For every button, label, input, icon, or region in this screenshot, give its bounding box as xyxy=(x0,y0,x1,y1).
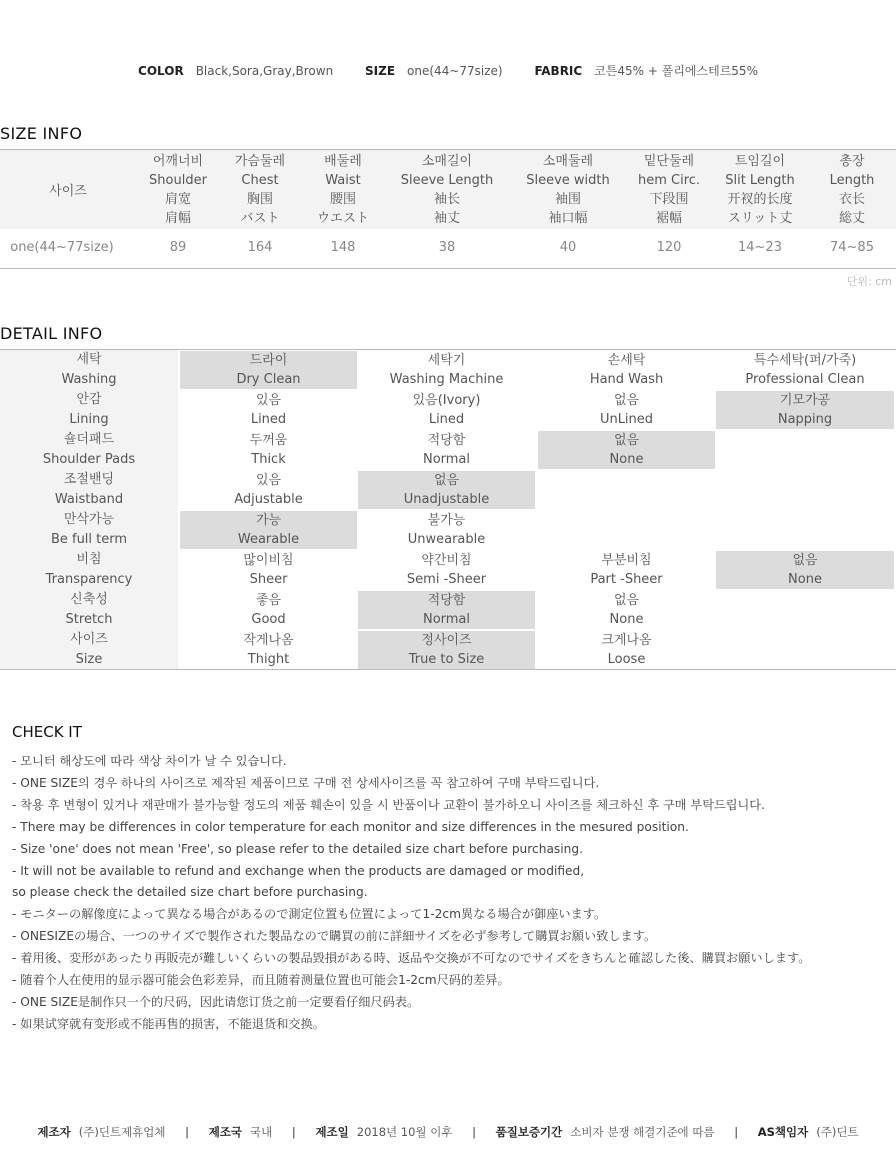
detail-row-label xyxy=(0,630,178,670)
size-column-label-kr: 소매길이 xyxy=(421,154,473,169)
detail-option xyxy=(358,431,535,469)
size-row-header: 사이즈 xyxy=(49,184,87,199)
warranty-value: 소비자 분쟁 해결기준에 따름 xyxy=(570,1125,715,1139)
footer-separator: | xyxy=(291,1125,296,1139)
size-column-label-kr: 가슴둘레 xyxy=(234,154,286,169)
detail-option xyxy=(180,551,357,589)
detail-row-label-kr: 세탁 xyxy=(76,352,102,367)
detail-row-label xyxy=(0,350,178,390)
detail-row-label-en: Size xyxy=(75,652,103,667)
detail-option-en: Thick xyxy=(251,452,286,467)
check-it-line: - ONE SIZE是制作只一个的尺码，因此请您订货之前一定要看仔细尺码表。 xyxy=(12,994,420,1009)
detail-option-kr: 없음 xyxy=(613,433,640,448)
detail-option xyxy=(180,591,357,629)
detail-option-kr: 작게나옴 xyxy=(243,633,294,648)
size-value-cell: 40 xyxy=(559,240,577,255)
check-it-line: - ONE SIZE의 경우 하나의 사이즈로 제작된 제품이므로 구매 전 상세사이즈를 꼭 참고하여 구매 부탁드립니다. xyxy=(12,775,600,790)
detail-option xyxy=(358,511,535,549)
detail-option-en: Lined xyxy=(250,412,287,427)
detail-option-en: Washing Machine xyxy=(389,372,504,387)
size-column-header xyxy=(710,152,810,228)
check-it-line: - ONESIZEの場合、一つのサイズで製作された製品なので購買の前に詳細サイズを必ず参考して購買お願い致します。 xyxy=(12,929,657,944)
detail-row-label-en: Shoulder Pads xyxy=(42,452,136,467)
detail-option-kr: 적당함 xyxy=(427,433,466,448)
detail-option-kr: 두꺼움 xyxy=(249,433,288,448)
size-column-label-jp: 総丈 xyxy=(838,211,865,226)
detail-option-kr: 약간비침 xyxy=(421,553,472,568)
detail-option xyxy=(538,631,715,669)
check-it-line: - 随着个人在使用的显示器可能会色彩差异，而且随着测量位置也可能会1-2cm尺码的差异。 xyxy=(12,973,510,988)
as-value: (주)딘트 xyxy=(816,1125,859,1139)
size-column-header xyxy=(624,152,714,228)
size-column-label-kr: 소매둘레 xyxy=(542,154,594,169)
detail-row-label-en: Washing xyxy=(61,372,117,387)
size-column-label-en: Chest xyxy=(241,173,279,188)
detail-option-en: Hand Wash xyxy=(589,372,664,387)
date-value: 2018년 10월 이후 xyxy=(356,1125,453,1139)
fabric-label: FABRIC xyxy=(534,64,583,78)
detail-option-en: Sheer xyxy=(249,572,288,587)
color-label: COLOR xyxy=(138,64,184,78)
check-it-line: so please check the detailed size chart before purchasing. xyxy=(12,885,368,900)
detail-option-selected xyxy=(538,431,715,469)
size-value-cell: 120 xyxy=(656,240,682,255)
size-column-label-kr: 밑단둘레 xyxy=(643,154,695,169)
size-column-label-cn: 袖长 xyxy=(433,192,460,207)
size-column-label-en: Shoulder xyxy=(149,173,207,188)
detail-row-label-kr: 만삭가능 xyxy=(63,512,115,527)
size-value-cell: 89 xyxy=(169,240,187,255)
size-column-label-en: hem Circ. xyxy=(637,173,701,188)
check-it-line: - It will not be available to refund and exchange when the products are damaged or modified, xyxy=(12,863,585,878)
detail-option xyxy=(538,351,715,389)
size-value-cell: 74~85 xyxy=(830,240,874,255)
detail-option xyxy=(538,551,715,589)
detail-option-selected xyxy=(716,391,894,429)
maker-value: (주)딘트제휴업체 xyxy=(78,1125,166,1139)
detail-row-label xyxy=(0,550,178,590)
size-column-label-cn: 下段围 xyxy=(649,192,689,207)
size-column-label-kr: 어깨너비 xyxy=(152,154,204,169)
size-column-label-cn: 肩宽 xyxy=(164,192,191,207)
detail-option-en: Normal xyxy=(422,452,471,467)
size-label: SIZE xyxy=(365,64,396,78)
detail-row-label-kr: 신축성 xyxy=(70,592,108,607)
detail-option-en: Dry Clean xyxy=(236,372,301,387)
detail-option-en: Napping xyxy=(777,412,833,427)
detail-option-kr: 가능 xyxy=(255,513,282,528)
size-column-label-cn: 开衩的长度 xyxy=(727,192,793,207)
size-column-label-jp: バスト xyxy=(240,211,280,226)
size-column-label-cn: 衣长 xyxy=(838,192,865,207)
size-column-label-jp: 肩幅 xyxy=(164,211,191,226)
size-column-label-en: Sleeve Length xyxy=(400,173,494,188)
detail-option-en: Thight xyxy=(247,652,290,667)
size-table-bottom-rule xyxy=(0,268,896,269)
size-column-header xyxy=(303,152,383,228)
size-column-header xyxy=(387,152,507,228)
size-column-label-jp: 袖丈 xyxy=(433,211,460,226)
detail-option-kr: 없음 xyxy=(613,393,640,408)
detail-option-en: None xyxy=(609,452,644,467)
detail-option xyxy=(180,391,357,429)
detail-option-kr: 있음(Ivory) xyxy=(412,393,481,408)
size-column-label-cn: 胸围 xyxy=(246,192,273,207)
check-it-line: - 如果试穿就有变形或不能再售的损害，不能退货和交换。 xyxy=(12,1016,325,1031)
size-column-label-jp: ウエスト xyxy=(316,211,369,226)
detail-row-label xyxy=(0,430,178,470)
detail-option-kr: 기모가공 xyxy=(779,393,831,408)
check-it-title: CHECK IT xyxy=(12,723,82,741)
detail-option-kr: 세탁기 xyxy=(427,353,466,368)
size-column-label-en: Length xyxy=(829,173,875,188)
detail-option-en: Wearable xyxy=(237,532,300,547)
detail-option xyxy=(716,351,894,389)
check-it-line: - Size 'one' does not mean 'Free', so please refer to the detailed size chart before purchasing. xyxy=(12,841,583,856)
detail-row-label-kr: 사이즈 xyxy=(70,632,108,647)
detail-row-label xyxy=(0,470,178,510)
detail-option-en: Lined xyxy=(428,412,465,427)
detail-option xyxy=(538,591,715,629)
size-column-label-cn: 腰围 xyxy=(329,192,356,207)
detail-option-kr: 적당함 xyxy=(427,593,466,608)
date-label: 제조일 xyxy=(315,1125,349,1139)
footer-separator: | xyxy=(185,1125,190,1139)
size-value-cell: 164 xyxy=(247,240,273,255)
detail-row-label-en: Lining xyxy=(69,412,109,427)
size-info-title: SIZE INFO xyxy=(0,124,83,143)
detail-option-en: Good xyxy=(251,612,286,627)
check-it-line: - モニターの解像度によって異なる場合があるので測定位置も位置によって1-2cm異なる場合が御座います。 xyxy=(12,907,607,922)
detail-row-label-kr: 비침 xyxy=(76,552,102,567)
detail-option-kr: 많이비침 xyxy=(243,553,294,568)
detail-row-label-kr: 조절밴딩 xyxy=(63,472,115,487)
detail-option-kr: 드라이 xyxy=(249,353,288,368)
size-column-label-jp: スリット丈 xyxy=(727,211,793,226)
detail-option-en: Unwearable xyxy=(407,532,486,547)
detail-option-en: UnLined xyxy=(599,412,654,427)
detail-option-kr: 손세탁 xyxy=(607,353,646,368)
size-column-header xyxy=(138,152,218,228)
size-value-cell: 148 xyxy=(330,240,356,255)
check-it-line: - 모니터 해상도에 따라 색상 차이가 날 수 있습니다. xyxy=(12,754,287,768)
detail-row-label-en: Be full term xyxy=(50,532,128,547)
size-column-label-en: Sleeve width xyxy=(526,173,610,188)
detail-row-label xyxy=(0,590,178,630)
detail-row-label-en: Transparency xyxy=(45,572,133,587)
size-value-cell: 38 xyxy=(438,240,456,255)
detail-option-kr: 불가능 xyxy=(427,513,466,528)
detail-option-selected xyxy=(358,591,535,629)
detail-option-en: Loose xyxy=(607,652,646,667)
size-column-label-jp: 袖口幅 xyxy=(548,211,588,226)
detail-table-bottom-rule xyxy=(0,669,896,670)
check-it-line: - There may be differences in color temperature for each monitor and size differences in the mesured position. xyxy=(12,819,689,834)
detail-option-en: Semi -Sheer xyxy=(406,572,487,587)
size-column-label-jp: 裾幅 xyxy=(655,211,682,226)
size-value-cell: 14~23 xyxy=(738,240,782,255)
detail-option-kr: 있음 xyxy=(255,393,282,408)
detail-row-label-kr: 안감 xyxy=(76,392,102,407)
detail-option xyxy=(180,471,357,509)
detail-option-selected xyxy=(358,471,535,509)
size-row-name: one(44~77size) xyxy=(10,240,114,255)
detail-option-en: Part -Sheer xyxy=(590,572,663,587)
detail-option-kr: 크게나옴 xyxy=(601,633,652,648)
detail-option xyxy=(180,431,357,469)
size-column-label-kr: 배둘레 xyxy=(324,154,362,169)
detail-option-en: Adjustable xyxy=(234,492,303,507)
size-column-header xyxy=(220,152,300,228)
detail-option-kr: 있음 xyxy=(255,473,282,488)
detail-option xyxy=(538,391,715,429)
footer-separator: | xyxy=(734,1125,739,1139)
detail-option-kr: 없음 xyxy=(613,593,640,608)
detail-row-label xyxy=(0,510,178,550)
product-spec-bar xyxy=(0,62,896,79)
detail-row-label-kr: 숄더패드 xyxy=(63,432,115,447)
footer-separator: | xyxy=(472,1125,476,1139)
country-value: 국내 xyxy=(250,1125,273,1139)
detail-option-kr: 부분비침 xyxy=(601,553,652,568)
detail-option-selected xyxy=(180,511,357,549)
detail-option-kr: 좋음 xyxy=(255,593,282,608)
fabric-value: 코튼45% + 폴리에스테르55% xyxy=(594,64,758,78)
check-it-line: - 착용 후 변형이 있거나 재판매가 불가능할 정도의 제품 훼손이 있을 시 반품이나 교환이 불가하오니 사이즈를 체크하신 후 구매 부탁드립니다. xyxy=(12,797,765,812)
detail-option-en: Professional Clean xyxy=(745,372,865,387)
detail-option-en: Unadjustable xyxy=(403,492,490,507)
check-it-line: - 着用後、変形があったり再販売が難しいくらいの製品毀損がある時、返品や交換が不可なのでサイズをきちんと確認した後、購買お願いします。 xyxy=(12,951,811,966)
country-label: 제조국 xyxy=(208,1125,243,1139)
size-column-label-cn: 袖围 xyxy=(554,192,581,207)
as-label: AS책임자 xyxy=(757,1125,809,1139)
check-it-notes xyxy=(12,751,892,1036)
size-column-header xyxy=(812,152,892,228)
color-value: Black,Sora,Gray,Brown xyxy=(195,64,334,78)
detail-option-kr: 없음 xyxy=(792,553,818,568)
detail-option xyxy=(358,551,535,589)
detail-option-kr: 특수세탁(퍼/가죽) xyxy=(753,353,857,368)
maker-label: 제조자 xyxy=(37,1125,71,1139)
detail-row-label-en: Waistband xyxy=(54,492,124,507)
size-column-header xyxy=(513,152,623,228)
size-column-label-kr: 트임길이 xyxy=(734,154,786,169)
size-column-label-kr: 총장 xyxy=(839,154,865,169)
detail-option xyxy=(358,351,535,389)
detail-row-label-en: Stretch xyxy=(65,612,113,627)
detail-option-kr: 없음 xyxy=(433,473,460,488)
detail-row-label xyxy=(0,390,178,430)
size-column-label-en: Waist xyxy=(325,173,361,188)
unit-note: 단위: cm xyxy=(846,275,892,288)
detail-option xyxy=(180,631,357,669)
detail-option-en: None xyxy=(609,612,644,627)
detail-option-en: None xyxy=(788,572,822,587)
warranty-label: 품질보증기간 xyxy=(495,1125,563,1139)
detail-info-title: DETAIL INFO xyxy=(0,324,103,343)
size-value: one(44~77size) xyxy=(407,64,503,78)
detail-option-selected xyxy=(716,551,894,589)
detail-option xyxy=(358,391,535,429)
size-column-label-en: Slit Length xyxy=(725,173,795,188)
detail-option-kr: 정사이즈 xyxy=(421,633,472,648)
product-info-footer xyxy=(0,1124,896,1140)
detail-option-en: True to Size xyxy=(408,652,485,667)
detail-option-selected xyxy=(358,631,535,669)
detail-option-en: Normal xyxy=(422,612,471,627)
detail-option-selected xyxy=(180,351,357,389)
